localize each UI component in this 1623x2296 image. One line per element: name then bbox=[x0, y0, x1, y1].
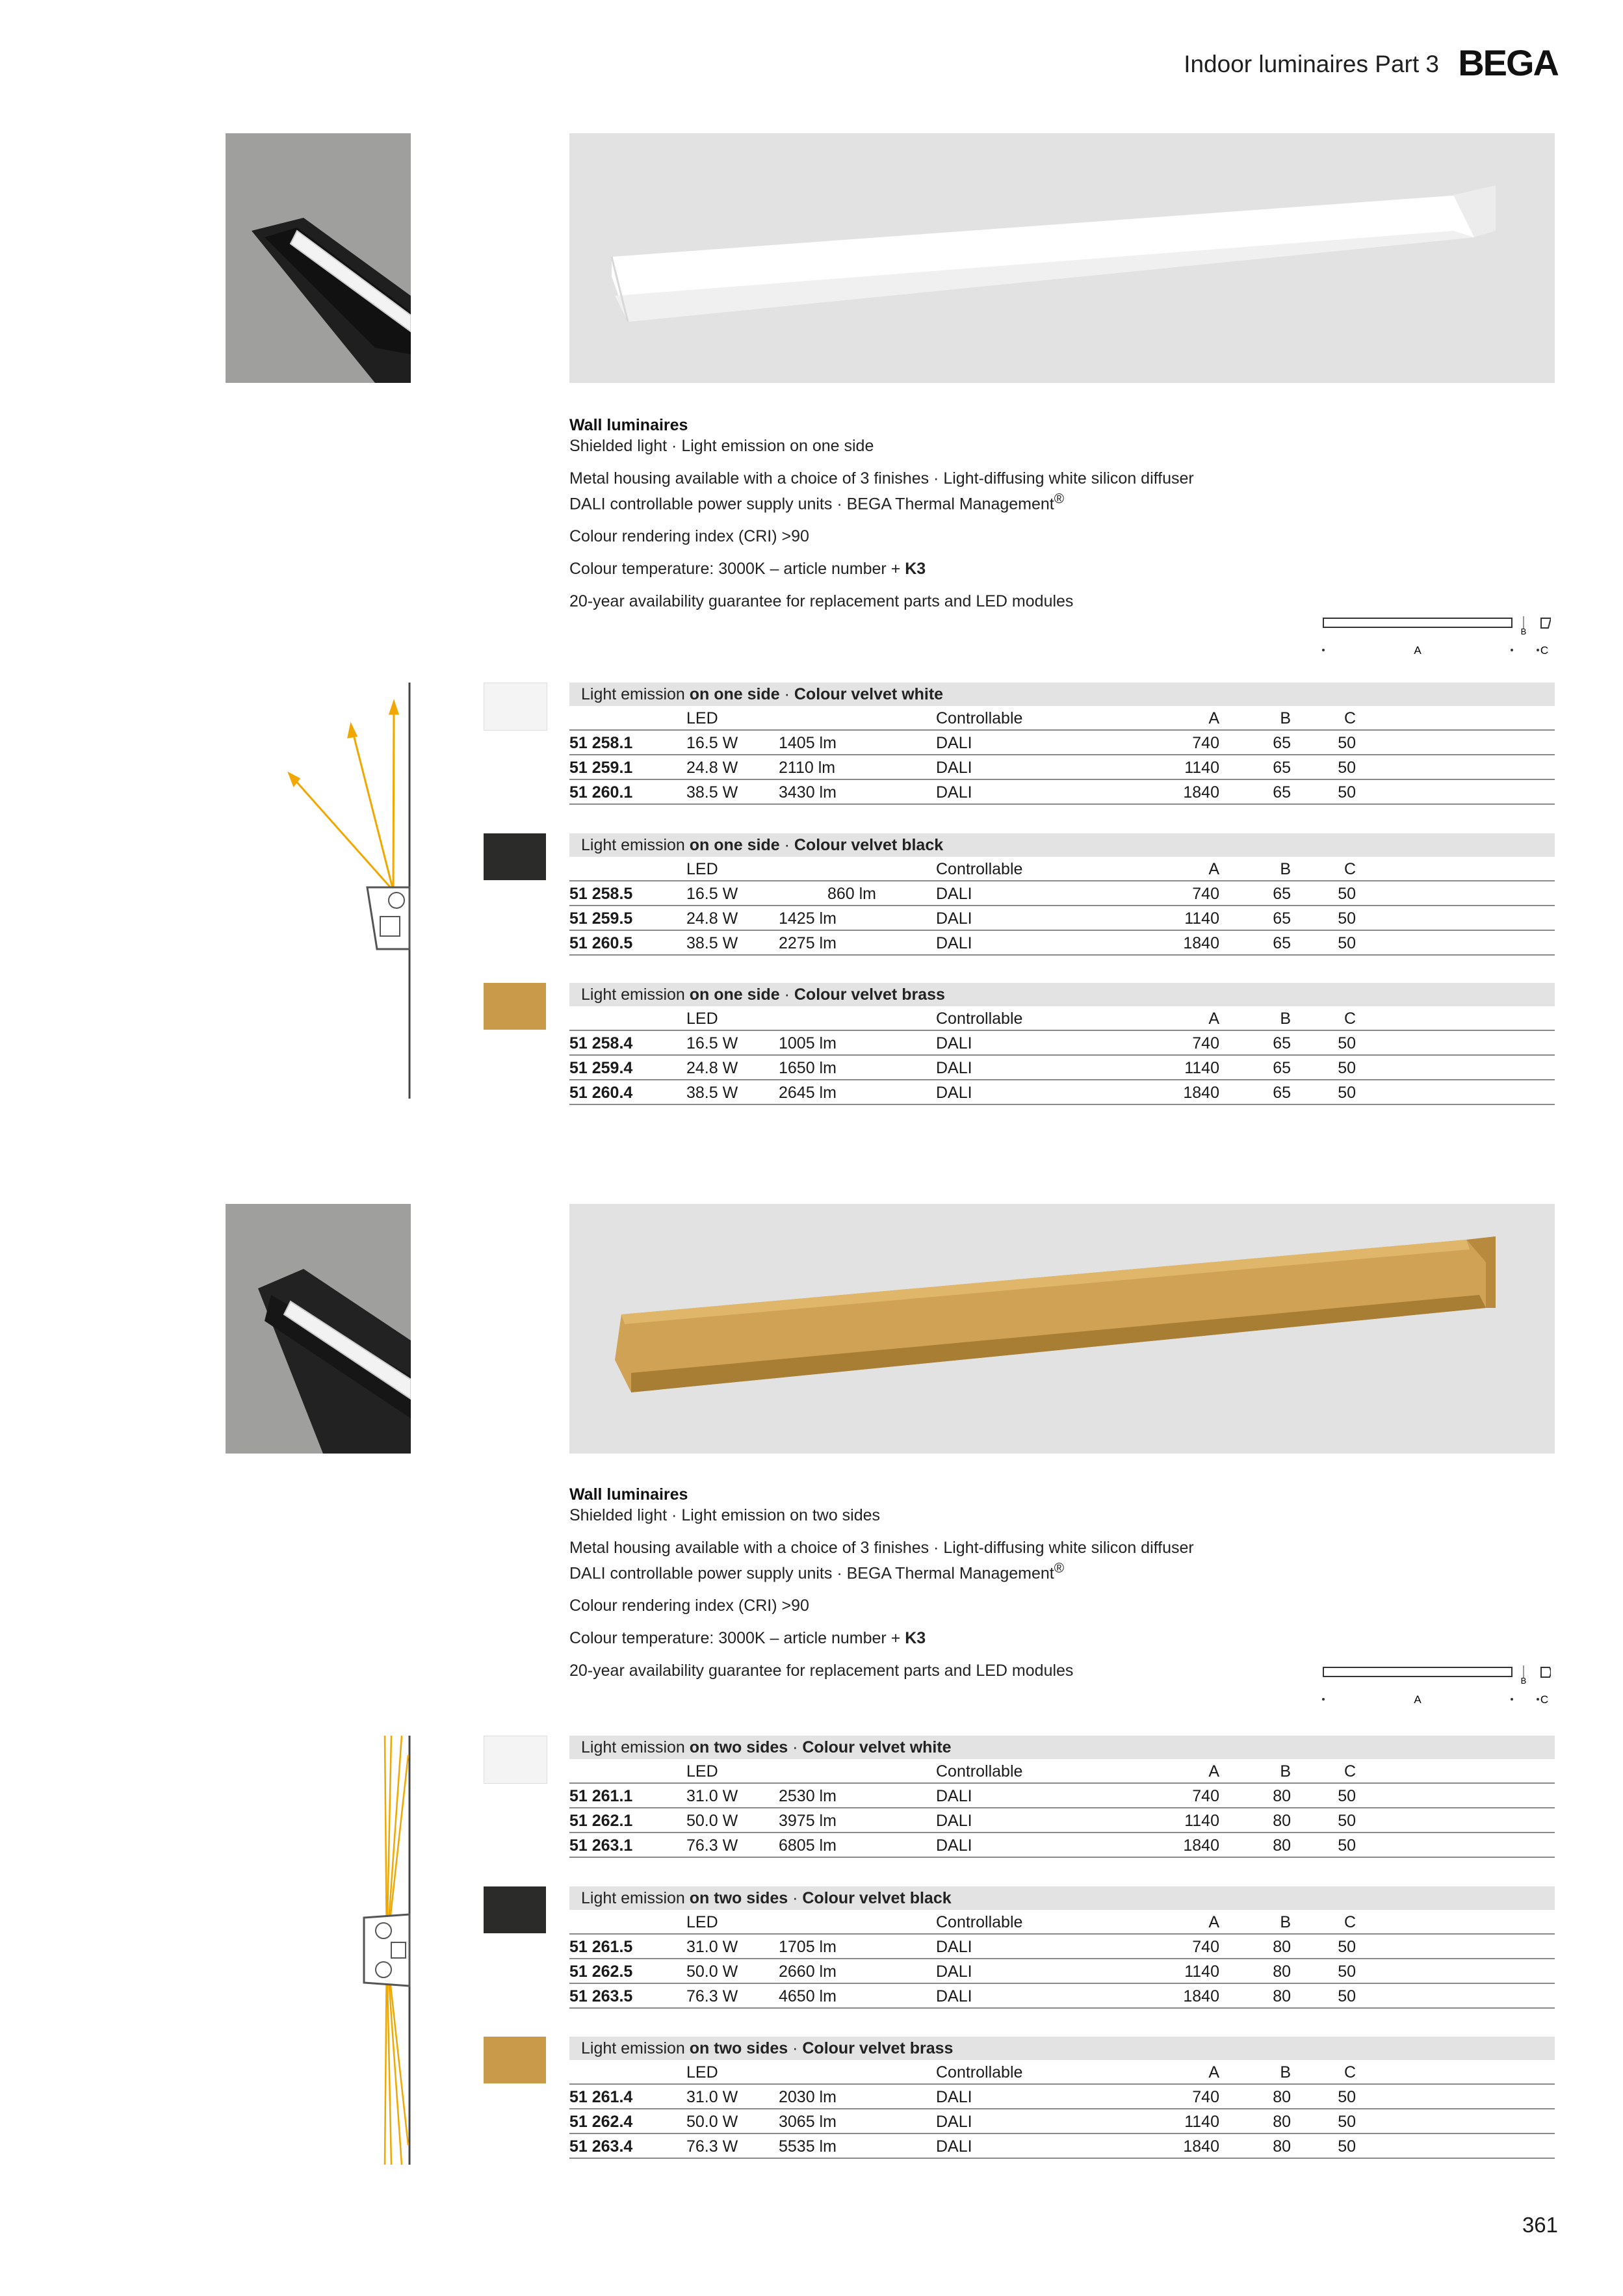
page-number: 361 bbox=[1522, 2213, 1558, 2237]
guarantee-text: 20-year availability guarantee for replacement parts and LED modules bbox=[569, 592, 1074, 611]
variant-table-two-sides-black bbox=[569, 1886, 1555, 2009]
colour-swatch-black bbox=[484, 1886, 546, 1933]
table-row: 51 259.1 24.8 W 2110 lm DALI 1140 65 50 bbox=[569, 755, 1555, 780]
table-row: 51 259.5 24.8 W 1425 lm DALI 1140 65 50 bbox=[569, 906, 1555, 931]
variant-table-one-side-white bbox=[569, 683, 1555, 805]
cri-text: Colour rendering index (CRI) >90 bbox=[569, 1597, 809, 1615]
table-row: 51 263.1 76.3 W 6805 lm DALI 1840 80 50 bbox=[569, 1833, 1555, 1858]
table-row: 51 258.1 16.5 W 1405 lm DALI 740 65 50 bbox=[569, 731, 1555, 755]
dimension-label-b: B bbox=[1520, 627, 1527, 636]
product-title: Wall luminaires bbox=[569, 1485, 688, 1504]
product-description-one-side bbox=[569, 415, 1544, 612]
table-row: 51 261.4 31.0 W 2030 lm DALI 740 80 50 bbox=[569, 2085, 1555, 2109]
table-header: LED Controllable A B C bbox=[569, 2060, 1555, 2085]
colour-swatch-brass bbox=[484, 983, 546, 1030]
features-line-1: Metal housing available with a choice of 3 finishes · Light-diffusing white silicon diffuser bbox=[569, 469, 1194, 488]
colour-swatch-brass bbox=[484, 2037, 546, 2083]
table-row: 51 260.5 38.5 W 2275 lm DALI 1840 65 50 bbox=[569, 931, 1555, 956]
product-subtitle: Shielded light · Light emission on one side bbox=[569, 437, 874, 455]
table-row: 51 261.1 31.0 W 2530 lm DALI 740 80 50 bbox=[569, 1784, 1555, 1808]
dimension-diagram-two-sides bbox=[1317, 1665, 1551, 1704]
section-heading: Light emission on one side · Colour velvet brass bbox=[569, 983, 1555, 1006]
dimension-label-c: C bbox=[1540, 1693, 1549, 1704]
table-row: 51 262.1 50.0 W 3975 lm DALI 1140 80 50 bbox=[569, 1808, 1555, 1833]
colour-swatch-white bbox=[484, 1736, 547, 1784]
section-heading: Light emission on two sides · Colour velvet brass bbox=[569, 2037, 1555, 2060]
product-photo-one-side bbox=[569, 133, 1555, 383]
colour-swatch-white bbox=[484, 683, 547, 731]
table-row: 51 258.4 16.5 W 1005 lm DALI 740 65 50 bbox=[569, 1031, 1555, 1056]
section-heading: Light emission on one side · Colour velvet white bbox=[569, 683, 1555, 706]
table-row: 51 258.5 16.5 W 860 lm DALI 740 65 50 bbox=[569, 881, 1555, 906]
product-description-two-sides bbox=[569, 1484, 1544, 1681]
product-title: Wall luminaires bbox=[569, 416, 688, 434]
cri-text: Colour rendering index (CRI) >90 bbox=[569, 527, 809, 546]
table-row: 51 259.4 24.8 W 1650 lm DALI 1140 65 50 bbox=[569, 1056, 1555, 1080]
features-line-2-text: DALI controllable power supply units · BEGA Thermal Management bbox=[569, 1564, 1054, 1583]
section-heading: Light emission on one side · Colour velvet black bbox=[569, 833, 1555, 857]
table-row: 51 263.4 76.3 W 5535 lm DALI 1840 80 50 bbox=[569, 2134, 1555, 2159]
colour-swatch-black bbox=[484, 833, 546, 880]
features-line-2-text: DALI controllable power supply units · BEGA Thermal Management bbox=[569, 495, 1054, 514]
features-line-2 bbox=[569, 1558, 1544, 1584]
section-heading: Light emission on two sides · Colour velvet black bbox=[569, 1886, 1555, 1910]
colour-temp-text: Colour temperature: 3000K – article number + bbox=[569, 1629, 905, 1648]
table-row: 51 262.5 50.0 W 2660 lm DALI 1140 80 50 bbox=[569, 1959, 1555, 1984]
table-row: 51 263.5 76.3 W 4650 lm DALI 1840 80 50 bbox=[569, 1984, 1555, 2009]
dimension-diagram-one-side bbox=[1317, 616, 1551, 655]
table-row: 51 262.4 50.0 W 3065 lm DALI 1140 80 50 bbox=[569, 2109, 1555, 2134]
detail-photo-two-sides bbox=[226, 1204, 411, 1454]
variant-table-one-side-brass bbox=[569, 983, 1555, 1105]
guarantee-text: 20-year availability guarantee for replacement parts and LED modules bbox=[569, 1662, 1074, 1680]
product-photo-two-sides bbox=[569, 1204, 1555, 1454]
features-line-2 bbox=[569, 489, 1544, 514]
dimension-label-a: A bbox=[1414, 1693, 1422, 1704]
table-header: LED Controllable A B C bbox=[569, 1006, 1555, 1031]
catalogue-section-title: Indoor luminaires Part 3 bbox=[1184, 51, 1439, 77]
section-heading: Light emission on two sides · Colour velvet white bbox=[569, 1736, 1555, 1759]
dimension-label-b: B bbox=[1520, 1676, 1527, 1686]
variant-table-two-sides-brass bbox=[569, 2037, 1555, 2159]
colour-temp-text: Colour temperature: 3000K – article number + bbox=[569, 560, 905, 579]
colour-temp-code: K3 bbox=[905, 1629, 926, 1648]
table-header: LED Controllable A B C bbox=[569, 1759, 1555, 1784]
detail-photo-one-side bbox=[226, 133, 411, 383]
table-header: LED Controllable A B C bbox=[569, 857, 1555, 881]
light-distribution-diagram-one-side bbox=[260, 683, 416, 1099]
colour-temperature bbox=[569, 558, 1544, 579]
features-line-1: Metal housing available with a choice of 3 finishes · Light-diffusing white silicon diffuser bbox=[569, 1539, 1194, 1557]
brand-logo: BEGA bbox=[1458, 42, 1558, 83]
table-header: LED Controllable A B C bbox=[569, 1910, 1555, 1935]
dimension-label-a: A bbox=[1414, 644, 1422, 655]
table-row: 51 260.4 38.5 W 2645 lm DALI 1840 65 50 bbox=[569, 1080, 1555, 1105]
variant-table-two-sides-white bbox=[569, 1736, 1555, 1858]
variant-table-one-side-black bbox=[569, 833, 1555, 956]
colour-temp-code: K3 bbox=[905, 560, 926, 579]
colour-temperature bbox=[569, 1628, 1544, 1649]
table-row: 51 260.1 38.5 W 3430 lm DALI 1840 65 50 bbox=[569, 780, 1555, 805]
registered-mark: ® bbox=[1054, 491, 1065, 506]
product-subtitle: Shielded light · Light emission on two sides bbox=[569, 1506, 881, 1524]
light-distribution-diagram-two-sides bbox=[351, 1736, 416, 2165]
registered-mark: ® bbox=[1054, 1561, 1065, 1576]
dimension-label-c: C bbox=[1540, 644, 1549, 655]
table-header: LED Controllable A B C bbox=[569, 706, 1555, 731]
table-row: 51 261.5 31.0 W 1705 lm DALI 740 80 50 bbox=[569, 1935, 1555, 1959]
